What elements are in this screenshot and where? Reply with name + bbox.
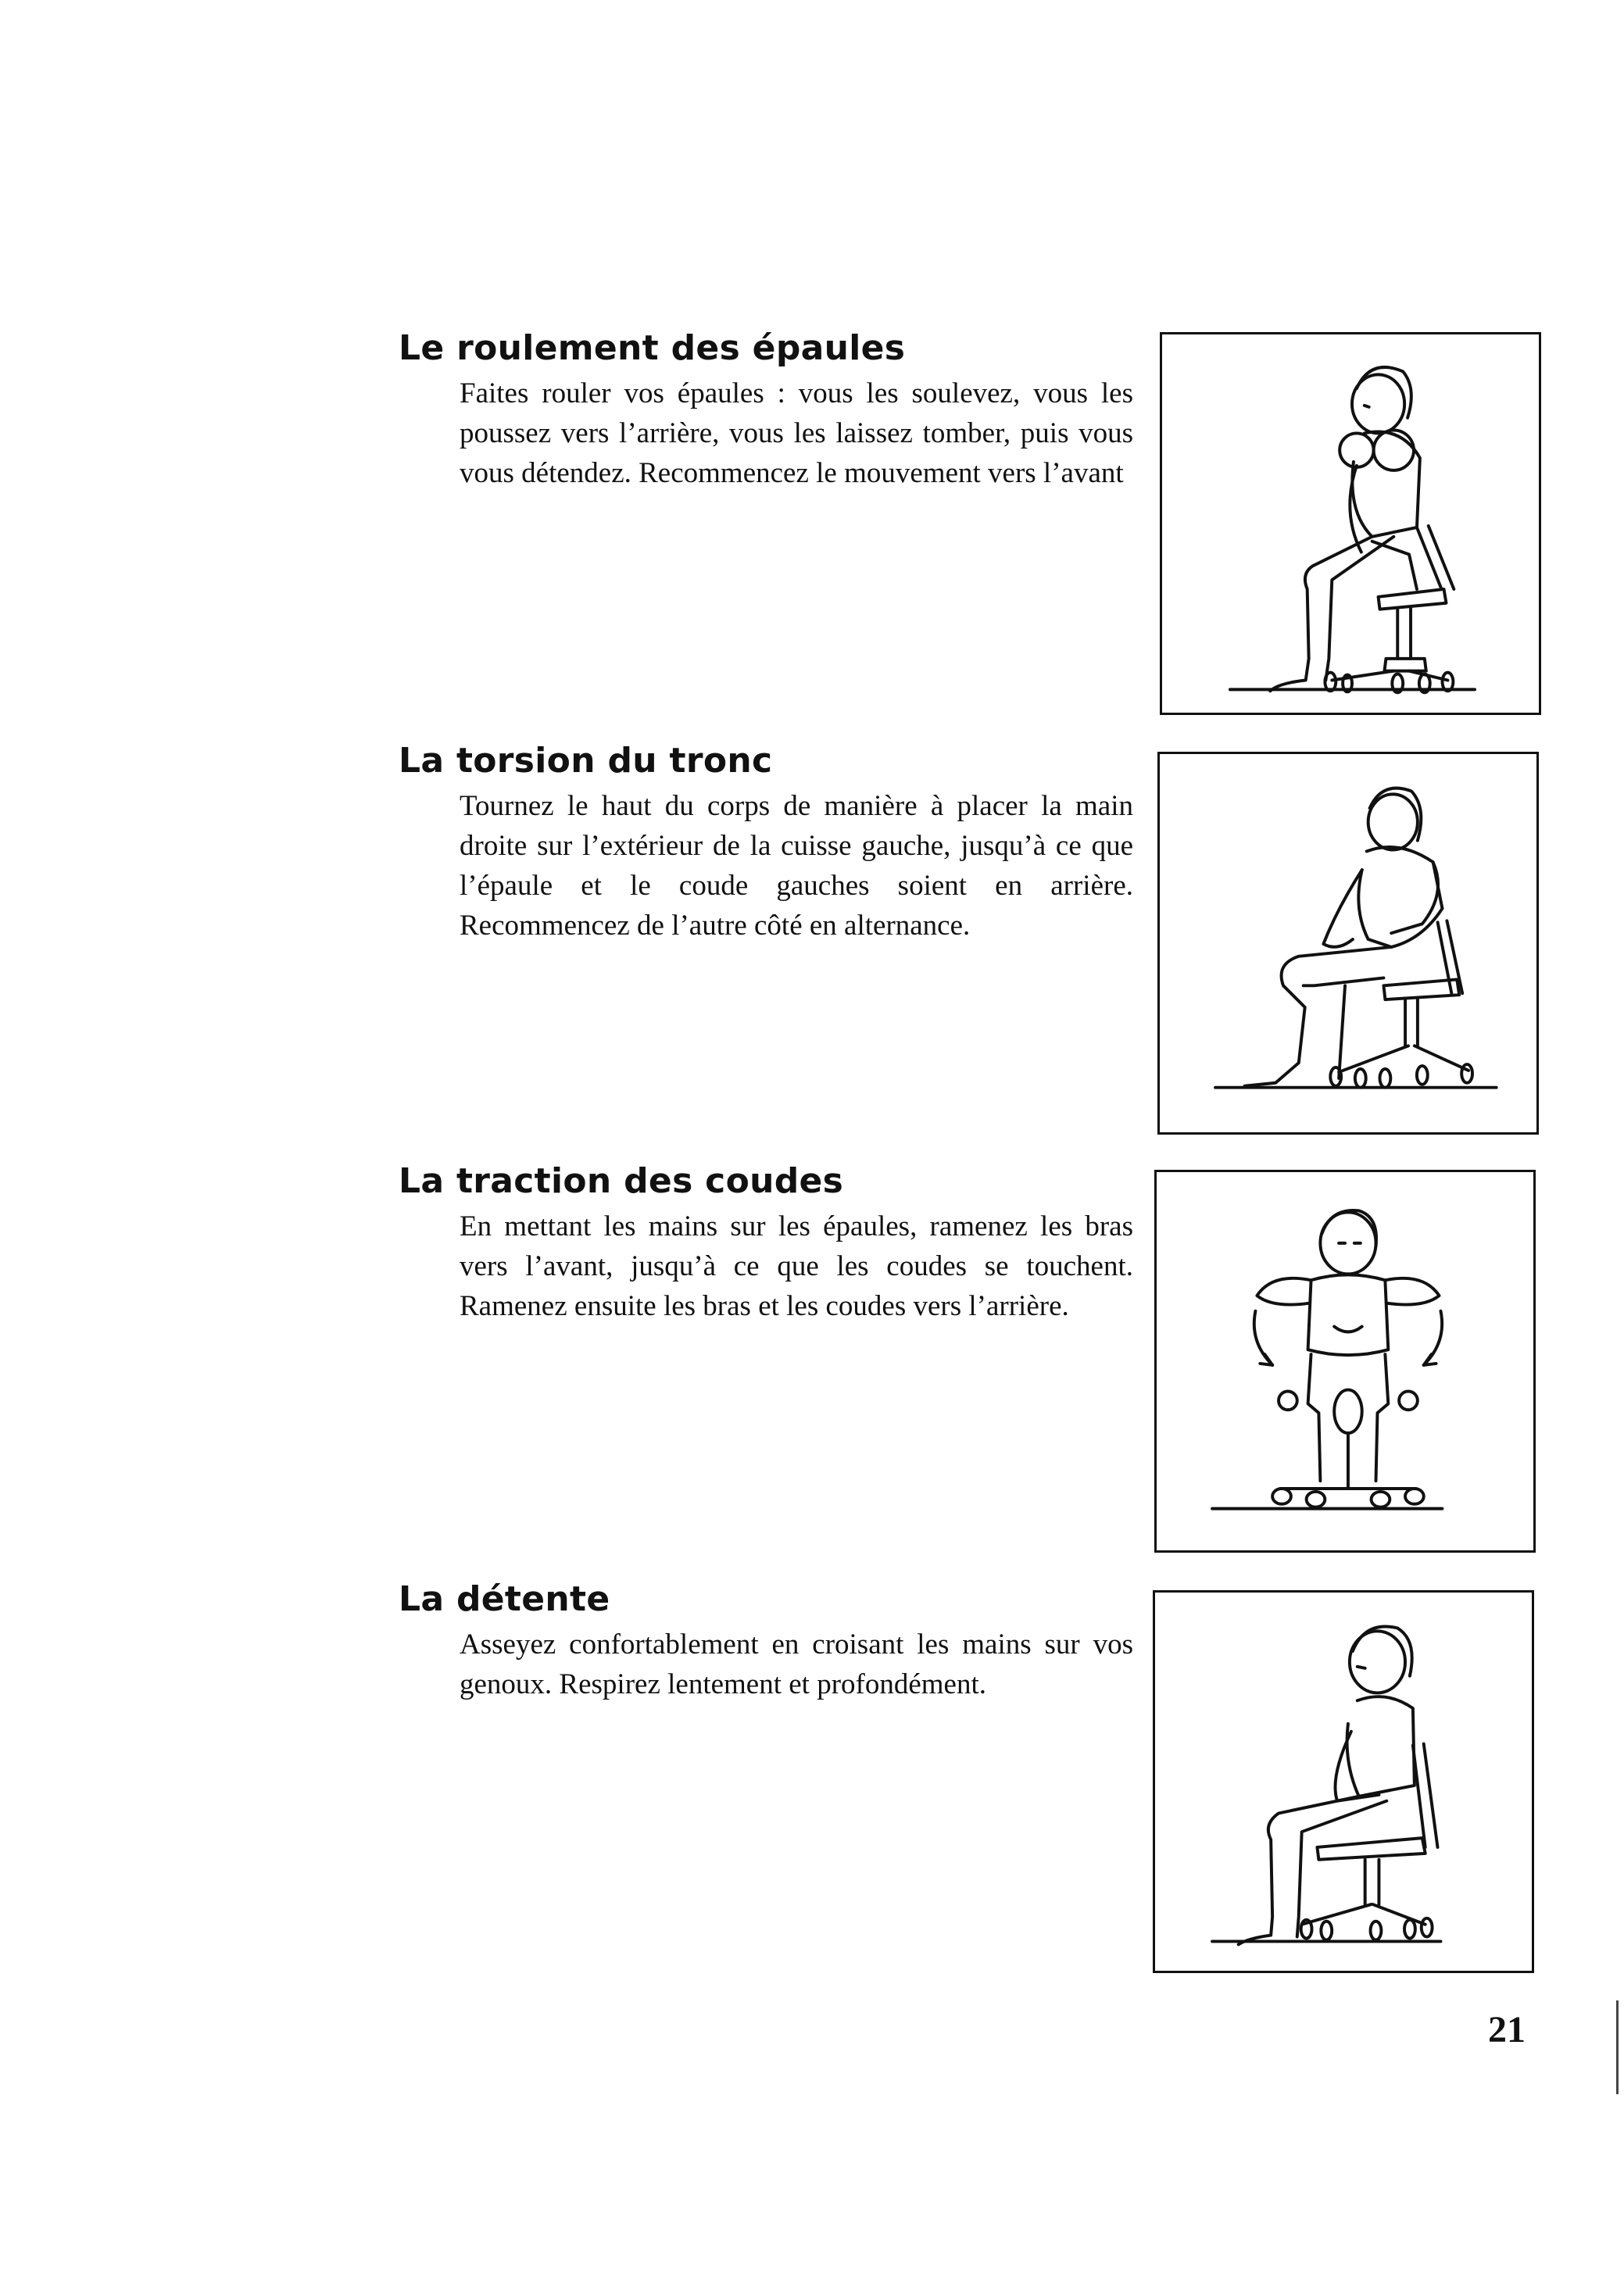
section-trunk-twist <box>399 739 1133 946</box>
section-relaxation <box>399 1578 1133 1704</box>
scan-edge-mark <box>1616 2000 1619 2094</box>
section-title: Le roulement des épaules <box>399 328 906 368</box>
section-text: Asseyez confortablement en croisant les mains sur vos genoux. Respirez lentement et profondément. <box>460 1628 1133 1700</box>
illustration-trunk-twist <box>1157 752 1539 1135</box>
illustration-relaxation <box>1153 1590 1534 1973</box>
section-elbow-pull <box>399 1160 1133 1326</box>
illustration-shoulder-roll <box>1160 332 1541 715</box>
section-title: La traction des coudes <box>399 1161 844 1201</box>
section-text: En mettant les mains sur les épaules, ramenez les bras vers l’avant, jusqu’à ce que les coudes se touchent. Ramenez ensuite les bras et les coudes vers l’arrière. <box>460 1210 1133 1322</box>
illustration-elbow-pull <box>1154 1170 1536 1553</box>
section-title: La détente <box>399 1579 610 1619</box>
section-shoulder-roll <box>399 327 1133 493</box>
page-number: 21 <box>1488 2009 1526 2050</box>
section-title: La torsion du tronc <box>399 741 773 781</box>
section-text: Tournez le haut du corps de manière à placer la main droite sur l’extérieur de la cuisse gauche, jusqu’à ce que l’épaule et le coude gauches soient en arrière. Recommencez de l’autre côté en alternance. <box>460 790 1133 942</box>
section-text: Faites rouler vos épaules : vous les soulevez, vous les poussez vers l’arrière, vous les laissez tomber, puis vous vous détendez. Recommencez le mouvement vers l’avant <box>460 377 1133 489</box>
